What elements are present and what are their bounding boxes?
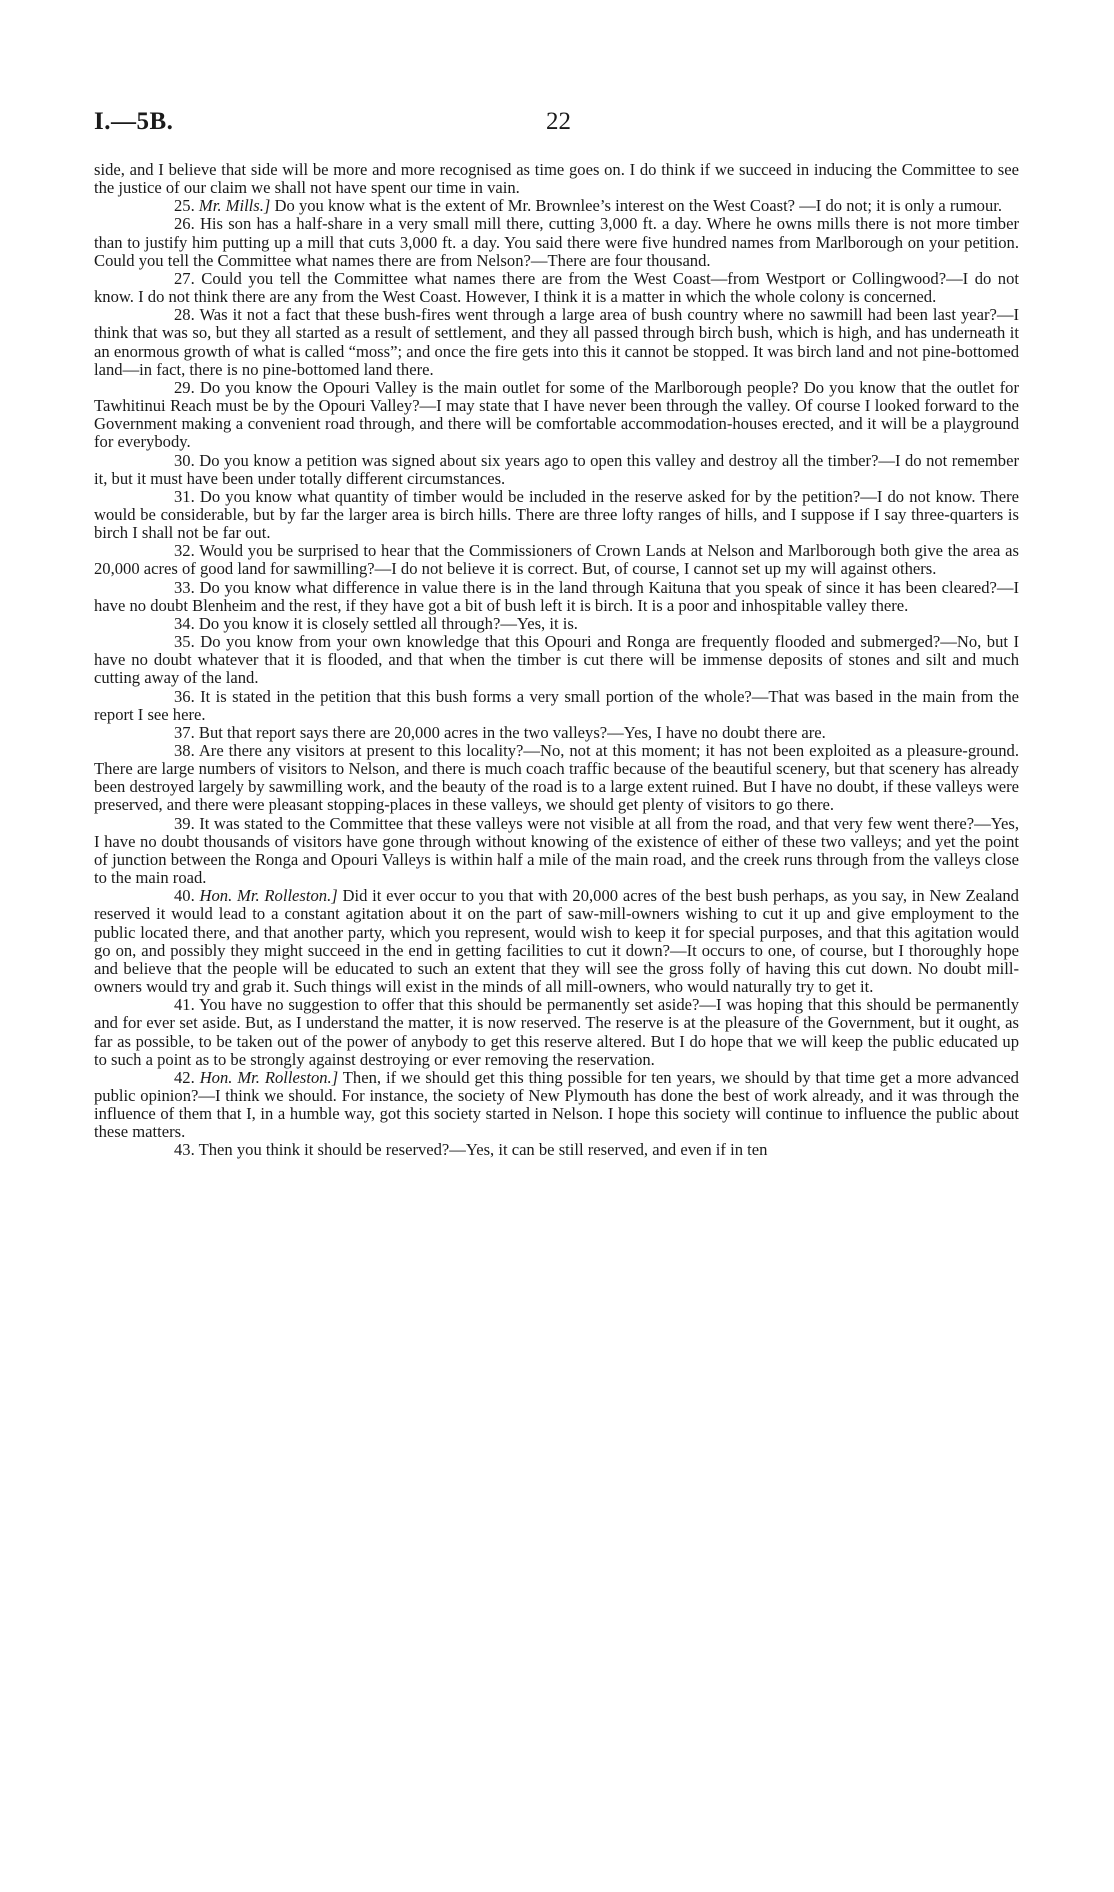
paper-reference: I.—5B. bbox=[94, 108, 174, 135]
question-number: 37. bbox=[174, 722, 195, 742]
question-text: Then you think it should be reserved?—Yes, it can be still reserved, and even if in ten bbox=[198, 1140, 768, 1160]
question-number: 29. bbox=[174, 377, 195, 397]
question-text: Do you know the Opouri Valley is the main outlet for some of the Marlborough people? Do you know that the outlet for Tawhitinui Reach must be by the Opouri Valley?—I may state that I have never been through the valley. Of course I looked forward to the Government making a convenient road through, and there will be comfortable accommodation-houses erected, and it will be a playground for everybody. bbox=[94, 377, 1019, 452]
question-38 bbox=[94, 742, 1019, 815]
question-35 bbox=[94, 633, 1019, 687]
question-number: 42. bbox=[174, 1067, 195, 1087]
question-42 bbox=[94, 1069, 1019, 1142]
question-29 bbox=[94, 379, 1019, 452]
question-text: Do you know it is closely settled all through?—Yes, it is. bbox=[198, 613, 578, 633]
question-31 bbox=[94, 488, 1019, 542]
question-30 bbox=[94, 452, 1019, 488]
question-39 bbox=[94, 815, 1019, 888]
evidence-text bbox=[94, 161, 1019, 1160]
question-text: His son has a half-share in a very small mill there, cutting 3,000 ft. a day. Where he owns mills there is not more timber than to justify him putting up a mill that cuts 3,000 ft. a day. You said there were five hundred names from Marlborough on your petition. Could you tell the Committee what names there are from Nelson?—There are four thousand. bbox=[94, 214, 1019, 270]
question-text: Could you tell the Committee what names there are from the West Coast—from Westport or Collingwood?—I do not know. I do not think there are any from the West Coast. However, I think it is a matter in which the whole colony is concerned. bbox=[94, 268, 1019, 307]
page-number: 22 bbox=[546, 108, 571, 135]
question-27 bbox=[94, 270, 1019, 306]
question-text: But that report says there are 20,000 acres in the two valleys?—Yes, I have no doubt there are. bbox=[198, 722, 826, 742]
question-34 bbox=[94, 615, 1019, 633]
question-text: Do you know what difference in value there is in the land through Kaituna that you speak of since it has been cleared?—I have no doubt Blenheim and the rest, if they have got a bit of bush left it is birch. It is a poor and inhospitable valley there. bbox=[94, 577, 1019, 615]
question-text: Then, if we should get this thing possible for ten years, we should by that time get a more advanced public opinion?—I think we should. For instance, the society of New Plymouth has done the best of work already, and it was through the influence of them that I, in a humble way, got this society started in Nelson. I hope this society will continue to influence the public about these matters. bbox=[94, 1067, 1019, 1142]
question-number: 38. bbox=[174, 741, 195, 760]
question-number: 41. bbox=[174, 995, 195, 1015]
question-36 bbox=[94, 688, 1019, 724]
paragraph-text: side, and I believe that side will be more and more recognised as time goes on. I do think if we succeed in inducing the Committee to see the justice of our claim we shall not have spent our time in vain. bbox=[94, 160, 1019, 198]
question-number: 36. bbox=[174, 686, 195, 706]
speaker-name: Hon. Mr. Rolleston.] bbox=[199, 1067, 339, 1087]
question-text: Did it ever occur to you that with 20,000 acres of the best bush perhaps, as you say, in New Zealand reserved it would lead to a constant agitation about it on the part of saw-mill-owners wishing to cut it up and give employment to the public located there, and that another party, which you represent, would wish to keep it for special purposes, and that this agitation would go on, and possibly they might succeed in the end in getting facilities to cut it down?—It occurs to one, of course, but I thoroughly hope and believe that the people will be educated to such an extent that they will see the gross folly of having this cut down. No doubt mill-owners would try and grab it. Such things will exist in the minds of all mill-owners, who would naturally try to get it. bbox=[94, 886, 1019, 997]
question-number: 25. bbox=[174, 196, 195, 216]
question-number: 40. bbox=[174, 886, 195, 906]
speaker-name: Hon. Mr. Rolleston.] bbox=[199, 886, 338, 906]
question-text: Do you know from your own knowledge that this Opouri and Ronga are frequently flooded and submerged?—No, but I have no doubt whatever that it is flooded, and that when the timber is cut there will be immense deposits of stones and silt and much cutting away of the land. bbox=[94, 632, 1019, 688]
question-41 bbox=[94, 996, 1019, 1069]
question-number: 43. bbox=[174, 1140, 195, 1160]
question-40 bbox=[94, 887, 1019, 996]
speaker-name: Mr. Mills.] bbox=[198, 196, 271, 216]
question-number: 35. bbox=[174, 632, 195, 652]
question-number: 32. bbox=[174, 541, 195, 561]
question-text: It was stated to the Committee that these valleys were not visible at all from the road, and that very few went there?—Yes, I have no doubt thousands of visitors have gone through without knowing of the existence of either of these two valleys; and yet the point of junction between the Ronga and Opouri Valleys is within half a mile of the main road, and the creek runs through from the valleys close to the main road. bbox=[94, 813, 1019, 888]
question-number: 39. bbox=[174, 813, 195, 833]
question-25 bbox=[94, 197, 1019, 215]
question-33 bbox=[94, 579, 1019, 615]
question-text: You have no suggestion to offer that this should be permanently set aside?—I was hoping that this should be permanently and for ever set aside. But, as I understand the matter, it is now reserved. The reserve is at the pleasure of the Government, but it ought, as far as possible, to be taken out of the power of anybody to get this reserve altered. But I do hope that we will keep the public educated up to such a point as to be strongly against destroying or ever removing the reservation. bbox=[94, 995, 1019, 1069]
question-32 bbox=[94, 542, 1019, 578]
question-text: Do you know a petition was signed about six years ago to open this valley and destroy all the timber?—I do not remember it, but it must have been under totally different circumstances. bbox=[94, 450, 1019, 488]
question-number: 27. bbox=[174, 268, 195, 288]
question-text: It is stated in the petition that this bush forms a very small portion of the whole?—That was based in the main from the report I see here. bbox=[94, 686, 1019, 724]
paragraph-continuation bbox=[94, 161, 1019, 197]
question-28 bbox=[94, 306, 1019, 379]
question-text: Would you be surprised to hear that the Commissioners of Crown Lands at Nelson and Marlborough both give the area as 20,000 acres of good land for sawmilling?—I do not believe it is correct. But, of course, I cannot set up my will against others. bbox=[94, 541, 1019, 579]
page-header bbox=[94, 108, 1019, 148]
question-text: Do you know what is the extent of Mr. Brownlee’s interest on the West Coast? —I do not; it is only a rumour. bbox=[274, 196, 1002, 216]
question-text: Do you know what quantity of timber would be included in the reserve asked for by the petition?—I do not know. There would be considerable, but by far the larger area is birch hills. There are three lofty ranges of hills, and I suppose if I say three-quarters is birch I shall not be far out. bbox=[94, 486, 1019, 543]
question-number: 31. bbox=[174, 486, 195, 506]
question-number: 30. bbox=[174, 450, 195, 470]
question-text: Are there any visitors at present to this locality?—No, not at this moment; it has not been exploited as a pleasure-ground. There are large numbers of visitors to Nelson, and there is much coach traffic because of the beautiful scenery, but that scenery has already been destroyed largely by sawmilling work, and the beauty of the road is to a large extent ruined. But I have no doubt, if these valleys were preserved, and there were pleasant stopping-places in these valleys, we should get plenty of visitors to go there. bbox=[94, 741, 1019, 815]
question-text: Was it not a fact that these bush-fires went through a large area of bush country where no sawmill had been last year?—I think that was so, but they all started as a result of settlement, and they all passed through birch bush, which is high, and has underneath it an enormous growth of what is called “moss”; and once the fire gets into this it cannot be stopped. It was birch land and not pine-bottomed land—in fact, there is no pine-bottomed land there. bbox=[94, 305, 1019, 379]
question-number: 34. bbox=[174, 613, 195, 633]
question-number: 26. bbox=[174, 214, 195, 234]
question-37 bbox=[94, 724, 1019, 742]
question-number: 33. bbox=[174, 577, 195, 597]
question-43 bbox=[94, 1141, 1019, 1159]
question-26 bbox=[94, 215, 1019, 269]
question-number: 28. bbox=[174, 305, 195, 325]
